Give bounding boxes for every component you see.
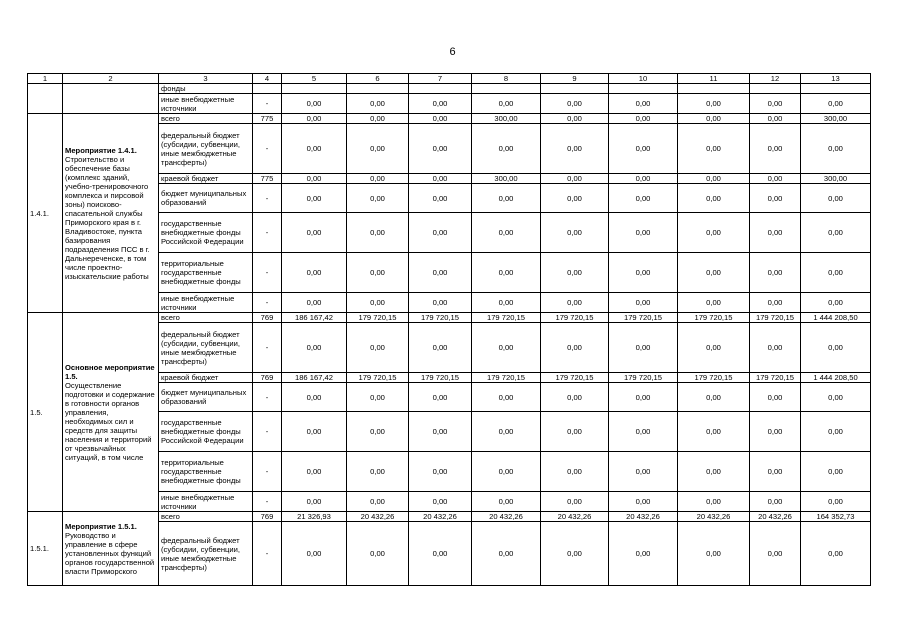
funding-source: иные внебюджетные источники [159,293,253,313]
value-cell: 186 167,42 [282,313,347,323]
value-cell: 179 720,15 [609,373,678,383]
value-cell: 0,00 [409,412,472,452]
value-cell: 179 720,15 [678,313,750,323]
header-cell: 4 [253,74,282,84]
value-cell: 0,00 [541,412,609,452]
header-cell: 6 [347,74,409,84]
value-cell: 0,00 [678,323,750,373]
value-cell: 0,00 [472,124,541,174]
value-cell: 0,00 [609,452,678,492]
header-cell: 10 [609,74,678,84]
funding-source: бюджет муниципальных образований [159,383,253,412]
value-cell: 0,00 [409,184,472,213]
value-cell: 0,00 [678,412,750,452]
header-cell: 11 [678,74,750,84]
value-cell: 0,00 [541,323,609,373]
value-cell: 0,00 [409,94,472,114]
code-cell: 769 [253,512,282,522]
value-cell: 0,00 [541,94,609,114]
header-cell: 9 [541,74,609,84]
value-cell: 0,00 [541,213,609,253]
funding-source: федеральный бюджет (субсидии, субвенции, иные межбюджетные трансферты) [159,522,253,586]
value-cell: 0,00 [472,452,541,492]
value-cell: 0,00 [409,522,472,586]
item-description [63,84,159,114]
value-cell: 0,00 [678,293,750,313]
value-cell: 164 352,73 [801,512,871,522]
value-cell: 0,00 [750,124,801,174]
value-cell: 0,00 [678,213,750,253]
value-cell: 0,00 [347,114,409,124]
value-cell [678,84,750,94]
value-cell: 0,00 [472,412,541,452]
funding-source: территориальные государственные внебюджетные фонды [159,452,253,492]
value-cell: 0,00 [609,323,678,373]
value-cell: 0,00 [678,522,750,586]
value-cell: 0,00 [282,184,347,213]
value-cell: 0,00 [472,323,541,373]
code-cell [253,84,282,94]
value-cell: 0,00 [609,383,678,412]
value-cell: 0,00 [678,383,750,412]
value-cell: 0,00 [347,412,409,452]
value-cell: 0,00 [609,124,678,174]
value-cell: 0,00 [282,522,347,586]
value-cell: 0,00 [347,452,409,492]
value-cell: 179 720,15 [347,313,409,323]
value-cell: 0,00 [347,253,409,293]
item-number: 1.5. [28,313,63,512]
value-cell: 0,00 [750,452,801,492]
value-cell: 0,00 [609,293,678,313]
header-cell: 8 [472,74,541,84]
value-cell: 0,00 [541,124,609,174]
value-cell: 20 432,26 [541,512,609,522]
value-cell: 0,00 [282,124,347,174]
value-cell [750,84,801,94]
value-cell: 0,00 [409,452,472,492]
funding-source: иные внебюджетные источники [159,94,253,114]
page-number: 6 [449,46,456,58]
code-cell: - [253,253,282,293]
value-cell: 0,00 [678,452,750,492]
code-cell: - [253,383,282,412]
value-cell: 0,00 [347,293,409,313]
value-cell: 0,00 [750,383,801,412]
value-cell [609,84,678,94]
value-cell [282,84,347,94]
funding-source: краевой бюджет [159,174,253,184]
item-desc: Строительство и обеспечение базы (комплекс зданий, учебно-тренировочного комплекса и пирсовой зоны) поисково-спасательной службы Приморского края в г. Владивостоке, пункта базирования подразделения ПСС в г. Дальнереченске, в том числе проектно-изыскательские работы [65,154,150,281]
value-cell: 0,00 [750,213,801,253]
value-cell: 179 720,15 [541,373,609,383]
code-cell: 769 [253,313,282,323]
value-cell: 0,00 [678,124,750,174]
value-cell: 0,00 [750,184,801,213]
value-cell: 0,00 [282,383,347,412]
value-cell: 0,00 [801,492,871,512]
funding-source: федеральный бюджет (субсидии, субвенции, иные межбюджетные трансферты) [159,124,253,174]
header-cell: 12 [750,74,801,84]
value-cell: 0,00 [541,184,609,213]
value-cell: 0,00 [801,522,871,586]
value-cell: 0,00 [750,323,801,373]
value-cell: 0,00 [609,253,678,293]
value-cell: 0,00 [750,492,801,512]
value-cell: 20 432,26 [472,512,541,522]
value-cell [801,84,871,94]
code-cell: - [253,184,282,213]
value-cell: 0,00 [409,114,472,124]
value-cell: 179 720,15 [678,373,750,383]
value-cell: 0,00 [609,492,678,512]
value-cell [347,84,409,94]
value-cell: 0,00 [801,124,871,174]
value-cell: 20 432,26 [409,512,472,522]
value-cell: 0,00 [541,492,609,512]
value-cell: 0,00 [282,412,347,452]
value-cell: 0,00 [282,94,347,114]
value-cell: 0,00 [801,253,871,293]
value-cell: 0,00 [750,412,801,452]
item-title: Мероприятие 1.4.1. [65,145,137,155]
value-cell: 0,00 [472,492,541,512]
value-cell: 0,00 [609,412,678,452]
item-description [63,512,159,586]
value-cell: 0,00 [409,174,472,184]
value-cell: 0,00 [541,253,609,293]
value-cell: 0,00 [678,114,750,124]
value-cell: 0,00 [409,253,472,293]
value-cell: 0,00 [347,174,409,184]
value-cell: 0,00 [282,293,347,313]
value-cell: 0,00 [282,114,347,124]
table-row [28,114,871,124]
value-cell: 0,00 [409,323,472,373]
value-cell: 0,00 [409,213,472,253]
value-cell: 0,00 [541,174,609,184]
header-row [28,74,871,84]
value-cell: 0,00 [282,213,347,253]
code-cell: - [253,412,282,452]
value-cell: 0,00 [347,124,409,174]
value-cell: 1 444 208,50 [801,373,871,383]
value-cell: 0,00 [282,174,347,184]
value-cell: 0,00 [750,522,801,586]
item-title: Основное мероприятие 1.5. [65,362,155,381]
funding-source: территориальные государственные внебюджетные фонды [159,253,253,293]
header-cell: 13 [801,74,871,84]
funding-source: государственные внебюджетные фонды Российской Федерации [159,213,253,253]
header-cell: 2 [63,74,159,84]
value-cell: 0,00 [347,184,409,213]
value-cell: 0,00 [347,383,409,412]
funding-source: краевой бюджет [159,373,253,383]
value-cell: 0,00 [750,114,801,124]
value-cell: 186 167,42 [282,373,347,383]
value-cell: 21 326,93 [282,512,347,522]
value-cell: 20 432,26 [347,512,409,522]
value-cell: 0,00 [409,383,472,412]
value-cell: 0,00 [609,174,678,184]
value-cell: 179 720,15 [472,313,541,323]
item-description [63,114,159,313]
value-cell: 20 432,26 [750,512,801,522]
value-cell: 179 720,15 [750,373,801,383]
value-cell [409,84,472,94]
value-cell: 0,00 [801,184,871,213]
value-cell: 0,00 [282,323,347,373]
value-cell: 0,00 [750,174,801,184]
value-cell: 0,00 [541,114,609,124]
value-cell: 0,00 [541,383,609,412]
value-cell: 0,00 [678,174,750,184]
value-cell: 0,00 [472,253,541,293]
value-cell: 179 720,15 [409,313,472,323]
code-cell: - [253,293,282,313]
value-cell: 179 720,15 [541,313,609,323]
value-cell: 300,00 [801,114,871,124]
value-cell: 0,00 [409,293,472,313]
code-cell: - [253,124,282,174]
code-cell: - [253,492,282,512]
value-cell: 0,00 [801,293,871,313]
funding-source: государственные внебюджетные фонды Российской Федерации [159,412,253,452]
funding-source: федеральный бюджет (субсидии, субвенции, иные межбюджетные трансферты) [159,323,253,373]
value-cell [541,84,609,94]
value-cell: 0,00 [609,522,678,586]
code-cell: - [253,94,282,114]
value-cell: 0,00 [282,452,347,492]
code-cell: - [253,452,282,492]
value-cell: 0,00 [472,213,541,253]
value-cell: 0,00 [347,213,409,253]
value-cell: 179 720,15 [750,313,801,323]
value-cell: 0,00 [801,323,871,373]
item-desc: Руководство и управление в сфере установленных функций органов государственной власти Приморского [65,530,155,576]
funding-source: всего [159,313,253,323]
item-desc: Осуществление подготовки и содержание в готовности органов управления, необходимых сил и средств для защиты населения и территорий от чрезвычайных ситуаций, в том числе [65,380,155,462]
value-cell: 179 720,15 [609,313,678,323]
item-number [28,84,63,114]
funding-source: иные внебюджетные источники [159,492,253,512]
header-cell: 3 [159,74,253,84]
value-cell: 0,00 [678,492,750,512]
value-cell: 0,00 [609,114,678,124]
code-cell: 769 [253,373,282,383]
value-cell: 300,00 [472,174,541,184]
value-cell: 0,00 [409,124,472,174]
value-cell: 0,00 [347,323,409,373]
value-cell: 0,00 [409,492,472,512]
value-cell: 0,00 [801,94,871,114]
code-cell: 775 [253,114,282,124]
item-number: 1.5.1. [28,512,63,586]
item-number: 1.4.1. [28,114,63,313]
value-cell: 0,00 [347,94,409,114]
budget-table [27,73,871,586]
code-cell: - [253,522,282,586]
value-cell: 0,00 [472,293,541,313]
value-cell: 0,00 [541,522,609,586]
value-cell: 0,00 [282,492,347,512]
funding-source: всего [159,114,253,124]
header-cell: 1 [28,74,63,84]
code-cell: - [253,213,282,253]
value-cell: 0,00 [801,213,871,253]
value-cell: 0,00 [472,522,541,586]
value-cell: 0,00 [678,253,750,293]
item-description [63,313,159,512]
value-cell: 0,00 [282,253,347,293]
value-cell: 179 720,15 [409,373,472,383]
value-cell: 0,00 [678,94,750,114]
value-cell: 0,00 [472,94,541,114]
code-cell: - [253,323,282,373]
value-cell: 179 720,15 [347,373,409,383]
funding-source: фонды [159,84,253,94]
value-cell: 0,00 [750,293,801,313]
value-cell: 0,00 [472,184,541,213]
value-cell: 1 444 208,50 [801,313,871,323]
value-cell: 179 720,15 [472,373,541,383]
item-title: Мероприятие 1.5.1. [65,521,137,531]
value-cell: 300,00 [801,174,871,184]
value-cell: 20 432,26 [678,512,750,522]
value-cell: 0,00 [801,452,871,492]
value-cell: 0,00 [347,492,409,512]
value-cell: 20 432,26 [609,512,678,522]
table-row [28,512,871,522]
funding-source: бюджет муниципальных образований [159,184,253,213]
value-cell: 300,00 [472,114,541,124]
table-row [28,313,871,323]
code-cell: 775 [253,174,282,184]
header-cell: 7 [409,74,472,84]
value-cell: 0,00 [541,452,609,492]
value-cell: 0,00 [801,383,871,412]
value-cell: 0,00 [541,293,609,313]
value-cell: 0,00 [609,184,678,213]
value-cell: 0,00 [609,94,678,114]
value-cell: 0,00 [750,94,801,114]
value-cell: 0,00 [801,412,871,452]
value-cell: 0,00 [347,522,409,586]
value-cell: 0,00 [609,213,678,253]
value-cell: 0,00 [678,184,750,213]
value-cell: 0,00 [750,253,801,293]
funding-source: всего [159,512,253,522]
header-cell: 5 [282,74,347,84]
value-cell [472,84,541,94]
value-cell: 0,00 [472,383,541,412]
table-row [28,84,871,94]
